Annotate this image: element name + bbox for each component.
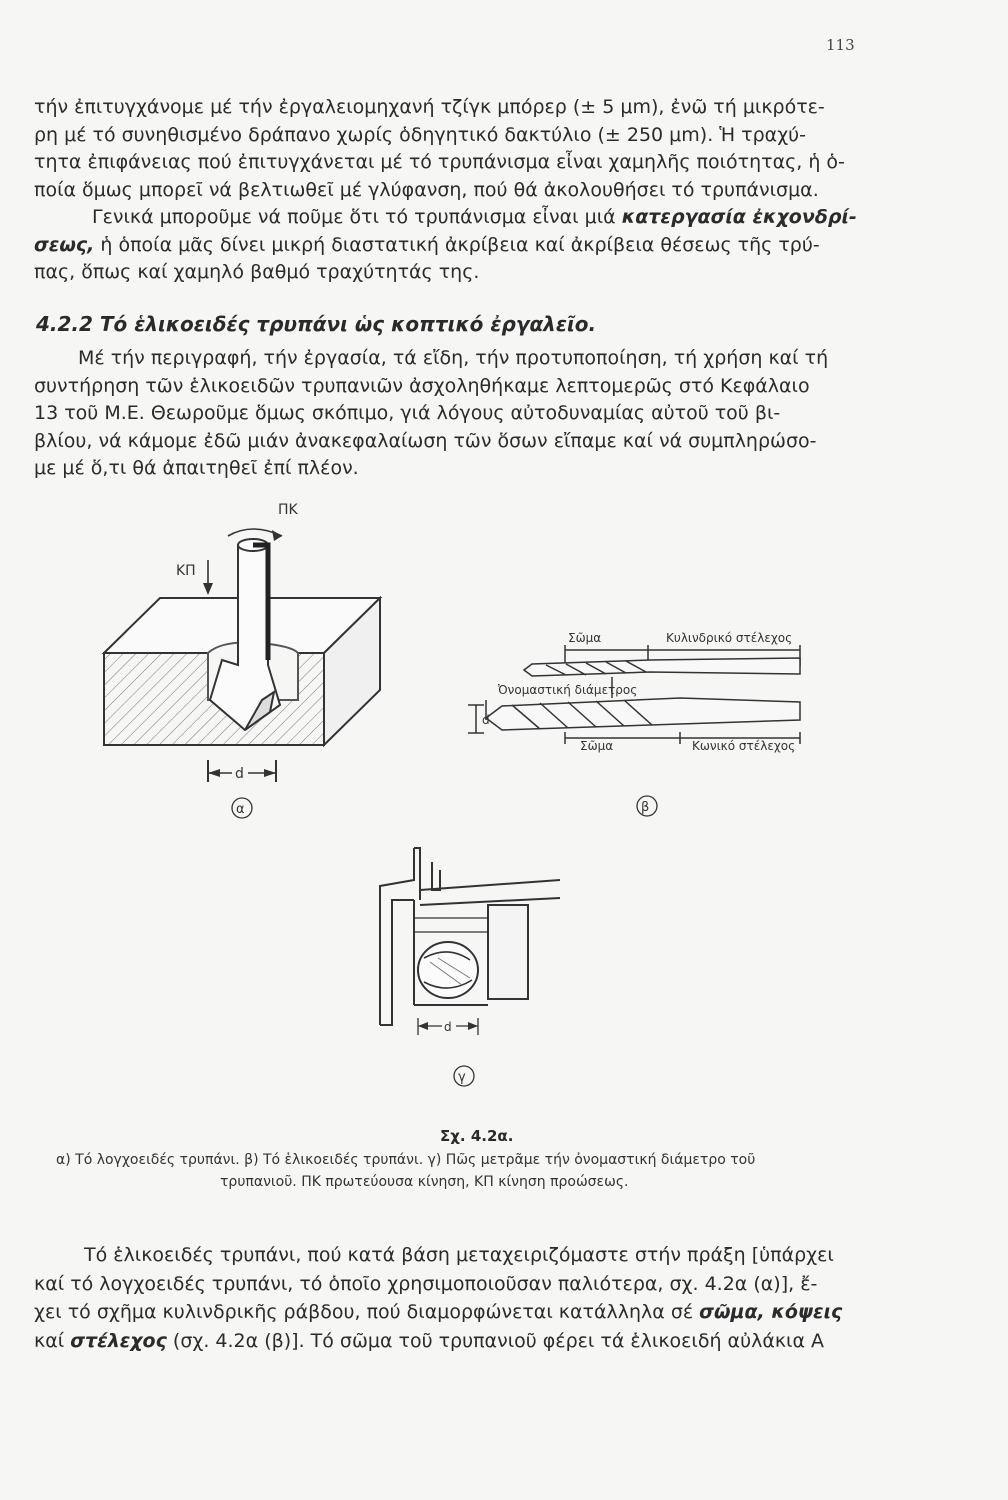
text-line: Τό ἑλικοειδές τρυπάνι, πού κατά βάση μεταχειριζόμαστε στήν πράξη [ὑπάρχει bbox=[84, 1244, 834, 1266]
label-c-d: d bbox=[444, 1020, 452, 1034]
label-pk: ΠΚ bbox=[278, 502, 298, 518]
text-line: πας, ὅπως καί χαμηλό βαθμό τραχύτητάς της. bbox=[34, 261, 480, 283]
marker-b: β bbox=[641, 800, 650, 815]
label-conical-shank: Κωνικό στέλεχος bbox=[692, 739, 796, 753]
spade-drill-drawing bbox=[104, 529, 380, 782]
label-d: d bbox=[235, 766, 244, 782]
text-run: χει τό σχῆμα κυλινδρικῆς ράβδου, πού διαμορφώνεται κατάλληλα σέ bbox=[34, 1301, 700, 1323]
text-line: τήν ἐπιτυγχάνομε μέ τήν ἐργαλειομηχανή τζίγκ μπόρερ (± 5 μm), ἐνῶ τή μικρότε- bbox=[34, 96, 825, 118]
page-number: 113 bbox=[826, 36, 855, 54]
emphasis-term: κατεργασία ἐκχονδρί- bbox=[621, 206, 857, 228]
marker-c: γ bbox=[458, 1070, 466, 1085]
text-run: ἡ ὁποία μᾶς δίνει μικρή διαστατική ἀκρίβεια καί ἀκρίβεια θέσεως τῆς τρύ- bbox=[94, 233, 820, 256]
emphasis-term: στέλεχος bbox=[70, 1329, 167, 1352]
emphasis-term: σεως, bbox=[34, 233, 95, 256]
text-line: 13 τοῦ Μ.Ε. Θεωροῦμε ὅμως σκόπιμο, γιά λόγους αὐτοδυναμίας αὐτοῦ τοῦ βι- bbox=[34, 402, 781, 424]
text-line: συντήρηση τῶν ἑλικοειδῶν τρυπανιῶν ἀσχοληθήκαμε λεπτομερῶς στό Κεφάλαιο bbox=[34, 374, 810, 397]
text-line: τητα ἐπιφάνειας πού ἐπιτυγχάνεται μέ τό τρυπάνισμα εἶναι χαμηλῆς ποιότητας, ἡ ὁ- bbox=[34, 151, 845, 173]
text-run: Γενικά μποροῦμε νά ποῦμε ὅτι τό τρυπάνισμα εἶναι μιά bbox=[92, 206, 622, 228]
text-run: καί bbox=[34, 1329, 71, 1352]
label-soma-top: Σῶμα bbox=[568, 631, 602, 645]
label-b-d: d bbox=[482, 713, 490, 727]
text-line: ποία ὅμως μπορεῖ νά βελτιωθεῖ μέ γλύφανση, πού θά ἀκολουθήσει τό τρυπάνισμα. bbox=[34, 178, 819, 201]
caliper-drawing bbox=[380, 848, 560, 1035]
figure-caption bbox=[56, 1149, 755, 1193]
text-run: (σχ. 4.2α (β)]. Τό σῶμα τοῦ τρυπανιοῦ φέρει τά ἑλικοειδή αὐλάκια Α bbox=[166, 1329, 825, 1352]
label-nominal-diameter: Ὀνομαστική διάμετρος bbox=[498, 683, 638, 697]
text-line bbox=[34, 1327, 842, 1356]
paragraph-4 bbox=[34, 1241, 842, 1355]
caption-line: α) Τό λογχοειδές τρυπάνι. β) Τό ἑλικοειδές τρυπάνι. γ) Πῶς μετρᾶμε τήν ὀνομαστική διάμετρο τοῦ bbox=[56, 1152, 756, 1168]
text-line bbox=[34, 1298, 842, 1327]
label-cylindrical-shank: Κυλινδρικό στέλεχος bbox=[666, 631, 793, 645]
text-line: καί τό λογχοειδές τρυπάνι, τό ὁποῖο χρησιμοποιοῦσαν παλιότερα, σχ. 4.2α (α)], ἔ- bbox=[34, 1272, 818, 1295]
label-kp: ΚΠ bbox=[176, 563, 196, 579]
caption-line: τρυπανιοῦ. ΠΚ πρωτεύουσα κίνηση, ΚΠ κίνηση προώσεως. bbox=[220, 1174, 629, 1190]
text-line: βλίου, νά κάμομε ἐδῶ μιάν ἀνακεφαλαίωση τῶν ὅσων εἴπαμε καί νά συμπληρώσο- bbox=[34, 429, 817, 452]
figure-caption-title: Σχ. 4.2α. bbox=[440, 1127, 514, 1145]
label-soma-bottom: Σῶμα bbox=[580, 739, 614, 753]
text-line: Μέ τήν περιγραφή, τήν ἐργασία, τά εἴδη, τήν προτυποποίηση, τή χρήση καί τή bbox=[78, 347, 829, 369]
text-line: με μέ ὅ,τι θά ἀπαιτηθεῖ ἐπί πλέον. bbox=[34, 457, 359, 479]
text-line: ρη μέ τό συνηθισμένο δράπανο χωρίς ὁδηγητικό δακτύλιο (± 250 μm). Ἡ τραχύ- bbox=[34, 123, 807, 146]
section-heading: 4.2.2 Τό ἑλικοειδές τρυπάνι ὡς κοπτικό ἐργαλεῖο. bbox=[36, 312, 597, 336]
emphasis-term: σῶμα, κόψεις bbox=[699, 1301, 843, 1323]
marker-a: α bbox=[236, 802, 245, 817]
